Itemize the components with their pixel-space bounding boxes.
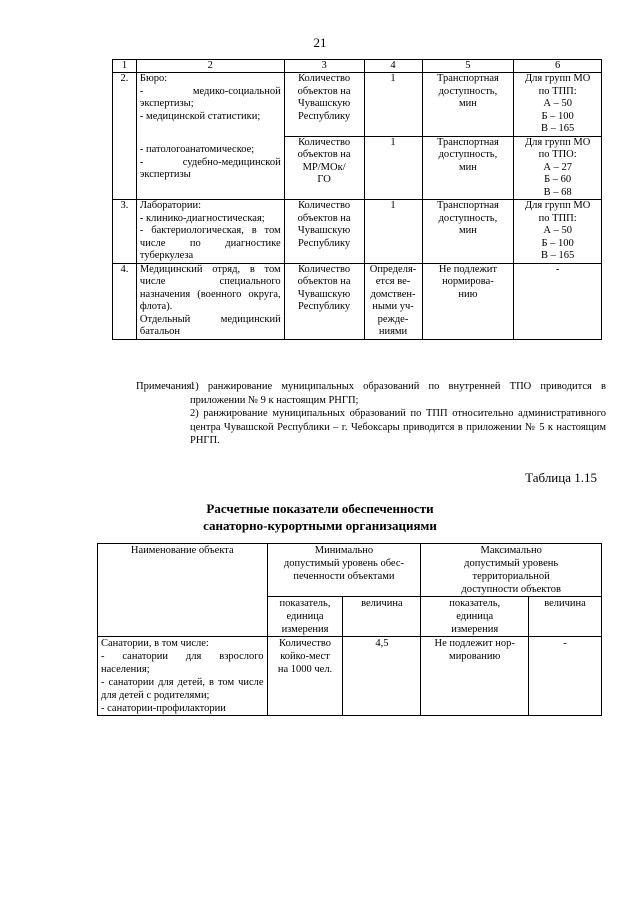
- facility-name: Лаборатории: - клинико-диагностическая; - бактериологическая, в том числе по диагностике туберкулеза: [136, 200, 284, 264]
- header-cell: 2: [136, 60, 284, 73]
- medical-facilities-table: [112, 59, 602, 340]
- row-number: 2.: [113, 73, 137, 200]
- page-number: 21: [313, 35, 327, 50]
- row-number: 3.: [113, 200, 137, 264]
- notes: [136, 380, 606, 448]
- notes-label: Примечания:: [136, 381, 195, 392]
- table-header-row: [113, 60, 602, 73]
- value-cell: 1: [364, 73, 422, 137]
- table-header-row: [98, 544, 602, 597]
- value-cell: 4,5: [343, 637, 421, 716]
- access-cell: Не подлежит нор- мированию: [421, 637, 529, 716]
- indicator-cell: Количество объектов на Чувашскую Республику: [284, 263, 364, 339]
- indicator-cell: Количество объектов на МР/МОк/ ГО: [284, 136, 364, 200]
- header-cell: 4: [364, 60, 422, 73]
- indicator-cell: Количество объектов на Чувашскую Республику: [284, 73, 364, 137]
- value-cell: 1: [364, 136, 422, 200]
- note-item: 1) ранжирование муниципальных образований по внутренней ТПО приводится в приложении № 9 к настоящим РНГП;: [190, 381, 606, 406]
- header-cell: показатель, единица измерения: [267, 597, 343, 637]
- value-cell: 1: [364, 200, 422, 264]
- header-cell: Максимально допустимый уровень территориальной доступности объектов: [421, 544, 602, 597]
- table-row: [113, 73, 602, 137]
- table-row: [113, 136, 602, 200]
- groups-cell: Для групп МО по ТПП: А – 50 Б – 100 В – 165: [514, 200, 602, 264]
- table-row: [113, 263, 602, 339]
- header-cell: 1: [113, 60, 137, 73]
- access-cell: Не подлежит нормирова- нию: [422, 263, 514, 339]
- access-cell: Транспортная доступность, мин: [422, 200, 514, 264]
- header-cell: величина: [529, 597, 602, 637]
- groups-cell: Для групп МО по ТПП: А – 50 Б – 100 В – 165: [514, 73, 602, 137]
- facility-name: - патологоанатомическое; - судебно-медицинской экспертизы: [136, 136, 284, 200]
- facility-name: Бюро: - медико-социальной экспертизы; - медицинской статистики;: [136, 73, 284, 137]
- header-cell: 5: [422, 60, 514, 73]
- groups-cell: Для групп МО по ТПО: А – 27 Б – 60 В – 68: [514, 136, 602, 200]
- access-value-cell: -: [529, 637, 602, 716]
- table-number: Таблица 1.15: [525, 470, 597, 485]
- header-cell: 6: [514, 60, 602, 73]
- facility-name: Медицинский отряд, в том числе специального назначения (военного округа, флота). Отдельный медицинский батальон: [136, 263, 284, 339]
- facility-name: Санатории, в том числе: - санатории для взрослого населения; - санатории для детей, в том числе для детей с родителями; - санатории-профилактории: [98, 637, 268, 716]
- sanatorium-table: [97, 543, 602, 716]
- header-cell: показатель, единица измерения: [421, 597, 529, 637]
- indicator-cell: Количество объектов на Чувашскую Республику: [284, 200, 364, 264]
- access-cell: Транспортная доступность, мин: [422, 136, 514, 200]
- indicator-cell: Количество койко-мест на 1000 чел.: [267, 637, 343, 716]
- row-number: 4.: [113, 263, 137, 339]
- access-cell: Транспортная доступность, мин: [422, 73, 514, 137]
- header-cell: Наименование объекта: [98, 544, 268, 637]
- value-cell: Определя- ется ве- домствен- ными уч- режде- ниями: [364, 263, 422, 339]
- table-title: Расчетные показатели обеспеченности санаторно-курортными организациями: [203, 501, 437, 533]
- note-item: 2) ранжирование муниципальных образований по ТПП относительно административного центра Чувашской Республики – г. Чебоксары приводится в приложении № 5 к настоящим РНГП.: [190, 408, 606, 446]
- header-cell: величина: [343, 597, 421, 637]
- header-cell: Минимально допустимый уровень обес- печенности объектами: [267, 544, 421, 597]
- table-row: [113, 200, 602, 264]
- table-row: [98, 637, 602, 716]
- groups-cell: -: [514, 263, 602, 339]
- header-cell: 3: [284, 60, 364, 73]
